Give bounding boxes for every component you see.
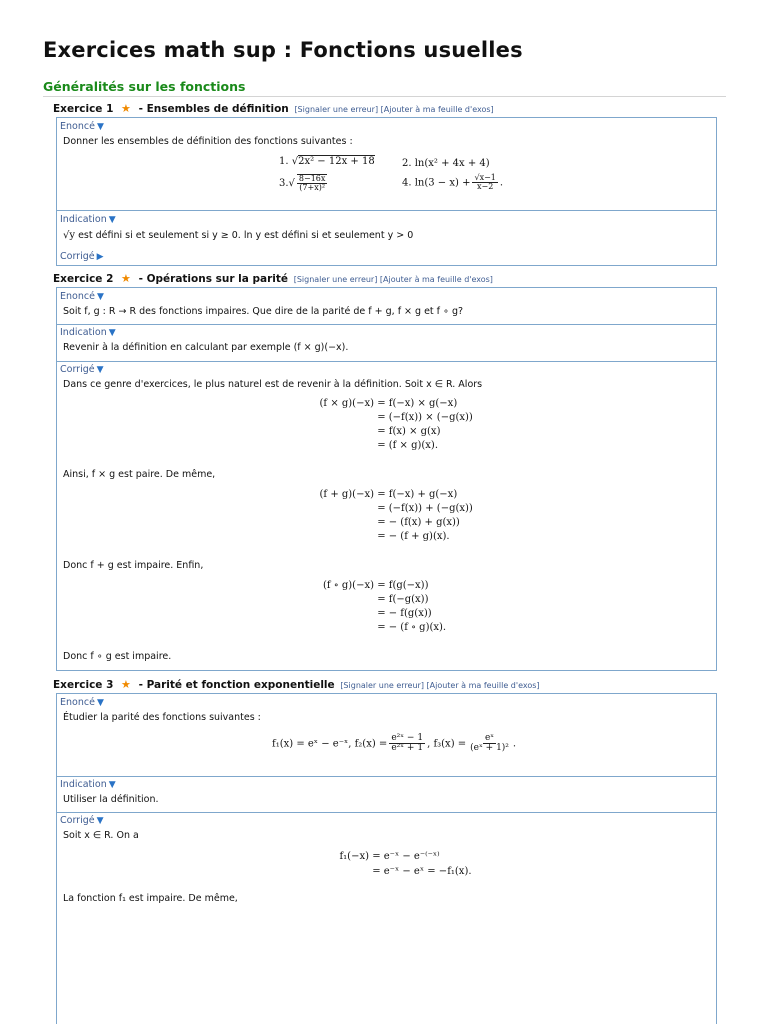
exercise-1-box (56, 117, 717, 266)
triangle-down-icon: ▼ (108, 328, 116, 338)
exercise-2-correction-mid1: Ainsi, f × g est paire. De même, (63, 469, 216, 480)
enonce-toggle[interactable]: Enoncé ▼ (60, 697, 104, 708)
exercise-1-enonce (57, 118, 716, 210)
exercise-3-statement: Étudier la parité des fonctions suivantes : (63, 712, 261, 723)
section-divider (43, 96, 726, 97)
corrige-toggle[interactable]: Corrigé ▼ (60, 364, 104, 375)
exercise-3-indication (57, 776, 716, 812)
exercise-2-hint: Revenir à la définition en calculant par exemple (f × g)(−x). (63, 342, 349, 353)
exercise-3-hint: Utiliser la définition. (63, 794, 159, 805)
triangle-down-icon: ▼ (96, 816, 104, 826)
exercise-2-number: Exercice 2 (53, 273, 114, 285)
exercise-3-header (53, 678, 540, 691)
exercise-3-enonce (57, 694, 716, 776)
report-error-link[interactable]: [Signaler une erreur] (293, 275, 378, 284)
exercise-2-statement: Soit f, g : R → R des fonctions impaires. Que dire de la parité de f + g, f × g et f ∘ g? (63, 306, 464, 317)
indication-toggle[interactable]: Indication ▼ (60, 779, 116, 790)
exercise-3-corrige (57, 812, 716, 1025)
exercise-1-indication (57, 210, 716, 266)
enonce-toggle[interactable]: Enoncé ▼ (60, 121, 104, 132)
equation-block-1: (f × g)(−x) = f(−x) × g(−x) = (−f(x)) × (−g(x)) = f(x) × g(x) = (f × g)(x). (319, 398, 473, 451)
section-title[interactable]: Généralités sur les fonctions (43, 79, 246, 94)
add-to-sheet-link[interactable]: [Ajouter à ma feuille d'exos] (380, 105, 494, 114)
star-icon: ★ (121, 272, 131, 285)
exercise-1-statement: Donner les ensembles de définition des fonctions suivantes : (63, 136, 353, 147)
add-to-sheet-link[interactable]: [Ajouter à ma feuille d'exos] (379, 275, 493, 284)
report-error-link[interactable]: [Signaler une erreur] (294, 105, 379, 114)
exercise-3-correction-end: La fonction f₁ est impaire. De même, (63, 893, 238, 904)
exercise-1-header (53, 102, 494, 115)
function-3: 3.√ $\frac{8-16x}{\text{(7+x)²}}$ (279, 174, 326, 193)
function-1: 1. √2x² − 12x + 18 (279, 156, 375, 167)
exercise-1-number: Exercice 1 (53, 103, 114, 115)
function-2: 2. ln(x² + 4x + 4) (402, 158, 490, 169)
exercise-2-correction-end: Donc f ∘ g est impaire. (63, 651, 172, 662)
exercise-3-functions: f₁(x) = eˣ − e⁻ˣ, f₂(x) = $\frac{\text{e²ˣ − 1}}{\text{e²ˣ + 1}}$ , f₃(x) = $\frac{\text{eˣ}}{\text{(eˣ + 1)²}}$ . (272, 733, 517, 754)
corrige-toggle[interactable]: Corrigé ▶ (60, 251, 104, 262)
exercise-2-correction-intro: Dans ce genre d'exercices, le plus naturel est de revenir à la définition. Soit x ∈ R. Alors (63, 379, 483, 390)
function-4: 4. ln(3 − x) + $\frac{√x-1}{x-2}$ . (402, 173, 504, 192)
exercise-2-corrige (57, 361, 716, 672)
exercise-2-box (56, 287, 717, 671)
indication-toggle[interactable]: Indication ▼ (60, 214, 116, 225)
corrige-toggle[interactable]: Corrigé ▼ (60, 815, 104, 826)
exercise-2-title: - Opérations sur la parité (138, 273, 289, 285)
exercise-2-enonce (57, 288, 716, 324)
star-icon: ★ (121, 678, 131, 691)
triangle-down-icon: ▼ (108, 215, 116, 225)
star-icon: ★ (121, 102, 131, 115)
equation-block-2: (f + g)(−x) = f(−x) + g(−x) = (−f(x)) + (−g(x)) = − (f(x) + g(x)) = − (f + g)(x). (319, 489, 473, 542)
exercise-3-number: Exercice 3 (53, 679, 114, 691)
exercise-2-correction-mid2: Donc f + g est impaire. Enfin, (63, 560, 204, 571)
triangle-down-icon: ▼ (96, 292, 104, 302)
triangle-down-icon: ▼ (96, 365, 104, 375)
exercise-3-box (56, 693, 717, 1024)
exercise-3-title: - Parité et fonction exponentielle (138, 679, 335, 691)
triangle-right-icon: ▶ (96, 252, 104, 262)
report-error-link[interactable]: [Signaler une erreur] (340, 681, 424, 690)
triangle-down-icon: ▼ (96, 122, 104, 132)
equation-block-4: f₁(−x) = e⁻ˣ − e⁻⁽⁻ˣ⁾ = e⁻ˣ − eˣ = −f₁(x). (339, 851, 472, 877)
exercise-1-title: - Ensembles de définition (138, 103, 289, 115)
page-title: Exercices math sup : Fonctions usuelles (43, 38, 523, 62)
exercise-2-header (53, 272, 493, 285)
enonce-toggle[interactable]: Enoncé ▼ (60, 291, 104, 302)
indication-toggle[interactable]: Indication ▼ (60, 327, 116, 338)
equation-block-3: (f ∘ g)(−x) = f(g(−x)) = f(−g(x)) = − f(g(x)) = − (f ∘ g)(x). (323, 580, 447, 633)
exercise-3-correction-intro: Soit x ∈ R. On a (63, 830, 139, 841)
exercise-1-hint: √y est défini si et seulement si y ≥ 0. ln y est défini si et seulement y > 0 (63, 230, 414, 241)
add-to-sheet-link[interactable]: [Ajouter à ma feuille d'exos] (426, 681, 540, 690)
triangle-down-icon: ▼ (96, 698, 104, 708)
triangle-down-icon: ▼ (108, 780, 116, 790)
exercise-2-indication (57, 324, 716, 361)
